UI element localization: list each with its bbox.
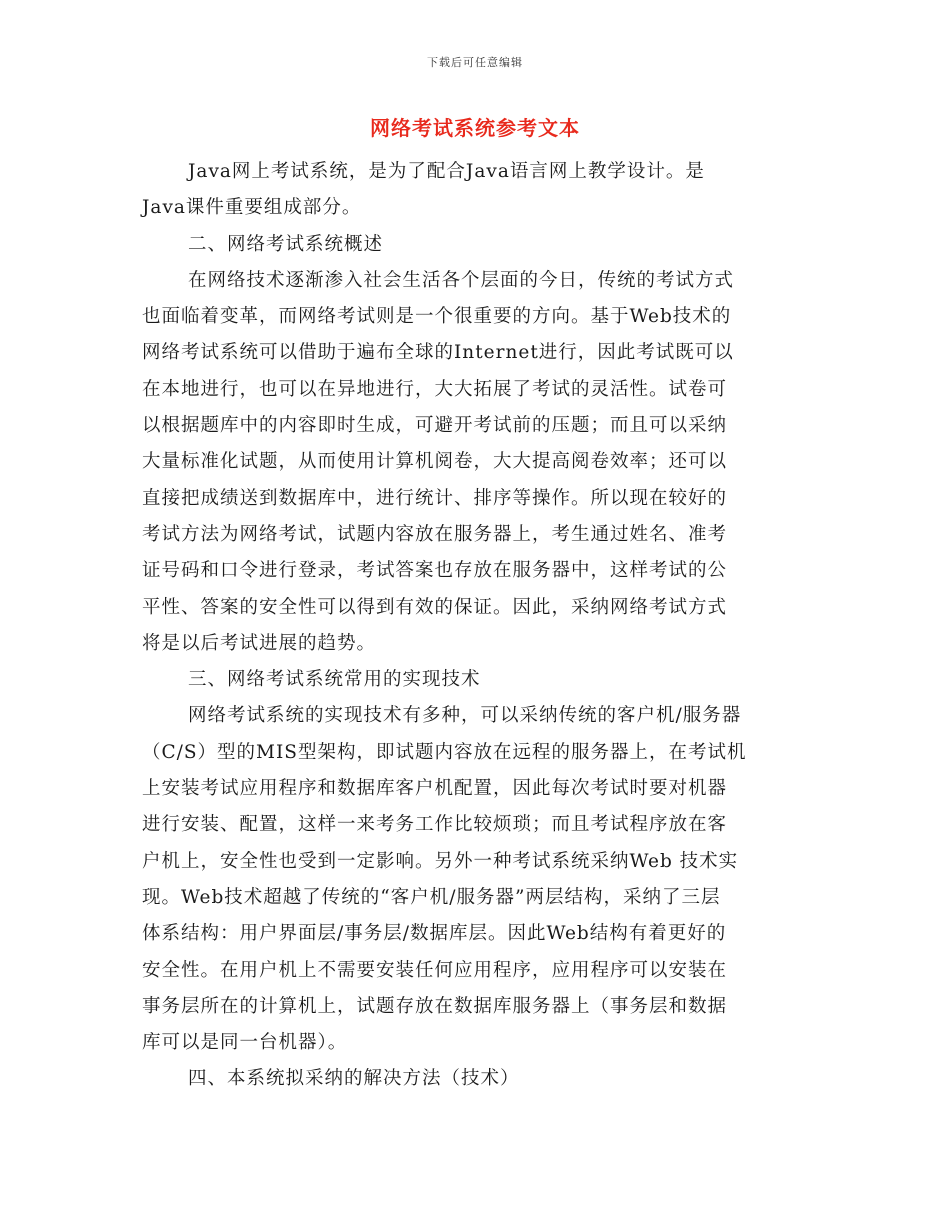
document-body	[142, 154, 812, 1098]
text-line: 网络考试系统可以借助于遍布全球的Internet进行，因此考试既可以	[142, 342, 734, 364]
text-line: 上安装考试应用程序和数据库客户机配置，因此每次考试时要对机器	[142, 778, 728, 800]
text-line: 进行安装、配置，这样一来考务工作比较烦琐；而且考试程序放在客	[142, 814, 728, 836]
text-line: 四、本系统拟采纳的解决方法（技术）	[188, 1068, 520, 1090]
text-line: 体系结构：用户界面层/事务层/数据库层。因此Web结构有着更好的	[142, 923, 727, 945]
text-line: （C/S）型的MIS型架构，即试题内容放在远程的服务器上，在考试机	[142, 741, 747, 763]
text-line: 平性、答案的安全性可以得到有效的保证。因此，采纳网络考试方式	[142, 596, 728, 618]
text-line: 在网络技术逐渐渗入社会生活各个层面的今日，传统的考试方式	[188, 269, 735, 291]
text-line: 直接把成绩送到数据库中，进行统计、排序等操作。所以现在较好的	[142, 487, 728, 509]
text-line: Java网上考试系统，是为了配合Java语言网上教学设计。是	[188, 161, 705, 182]
text-line: 库可以是同一台机器）。	[142, 1032, 348, 1054]
text-line: 也面临着变革，而网络考试则是一个很重要的方向。基于Web技术的	[142, 306, 732, 328]
text-line: 证号码和口令进行登录，考试答案也存放在服务器中，这样考试的公	[142, 560, 728, 582]
text-line: 安全性。在用户机上不需要安装任何应用程序，应用程序可以安装在	[142, 959, 728, 981]
text-line: 在本地进行，也可以在异地进行，大大拓展了考试的灵活性。试卷可	[142, 378, 728, 400]
text-line: Java课件重要组成部分。	[142, 197, 362, 219]
text-line: 三、网络考试系统常用的实现技术	[188, 669, 481, 691]
text-line: 户机上，安全性也受到一定影响。另外一种考试系统采纳Web 技术实	[142, 850, 739, 872]
header-note: 下载后可任意编辑	[427, 56, 523, 69]
text-line: 现。Web技术超越了传统的“客户机/服务器”两层结构，采纳了三层	[142, 886, 721, 908]
text-line: 将是以后考试进展的趋势。	[142, 632, 377, 654]
text-line: 网络考试系统的实现技术有多种，可以采纳传统的客户机/服务器	[188, 705, 742, 727]
text-line: 大量标准化试题，从而使用计算机阅卷，大大提高阅卷效率；还可以	[142, 451, 728, 473]
text-line: 考试方法为网络考试，试题内容放在服务器上，考生通过姓名、准考	[142, 523, 728, 545]
text-line: 二、网络考试系统概述	[188, 233, 384, 255]
text-line: 以根据题库中的内容即时生成，可避开考试前的压题；而且可以采纳	[142, 415, 728, 437]
document-title: 网络考试系统参考文本	[370, 116, 580, 140]
text-line: 事务层所在的计算机上，试题存放在数据库服务器上（事务层和数据	[142, 995, 728, 1017]
